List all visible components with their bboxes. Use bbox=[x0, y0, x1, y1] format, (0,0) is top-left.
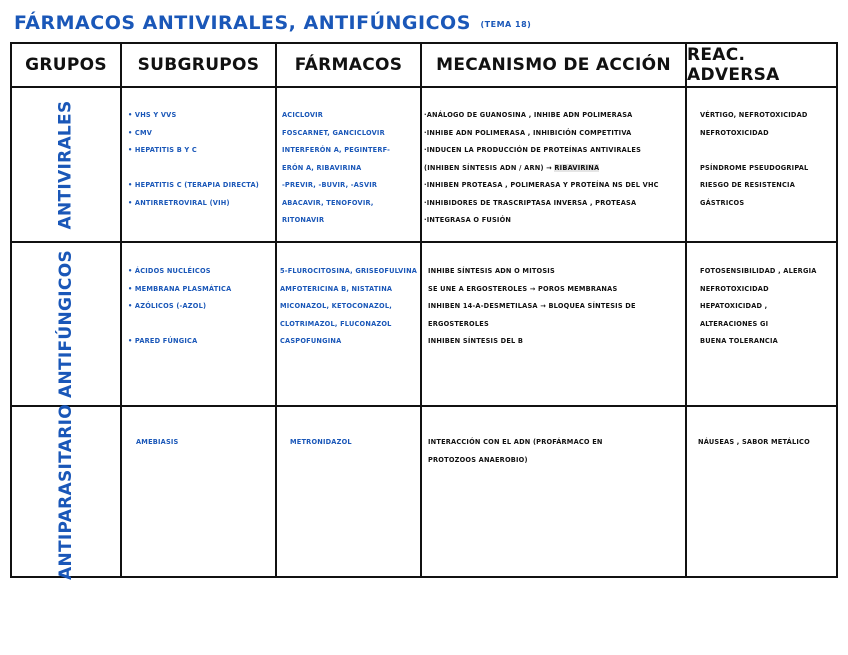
list-item: INTERFERÓN Α, PEGINTERF- bbox=[282, 146, 391, 154]
list-item: AMEBIASIS bbox=[136, 438, 179, 446]
adversa-antiparasitario bbox=[698, 434, 836, 452]
mecanismo-antivirales bbox=[424, 107, 684, 230]
title-tema: (TEMA 18) bbox=[480, 20, 532, 29]
list-item: • HEPATITIS C (TERAPIA DIRECTA) bbox=[128, 181, 259, 189]
highlight: RIBAVIRINA bbox=[554, 163, 600, 172]
column-divider bbox=[420, 44, 422, 576]
list-item: METRONIDAZOL bbox=[290, 438, 352, 446]
list-item: • MEMBRANA PLASMÁTICA bbox=[128, 284, 232, 293]
list-item: ERÓN Α, RIBAVIRINA bbox=[282, 163, 362, 172]
farmacos-antiparasitario bbox=[290, 434, 420, 452]
group-label-antifungicos: ANTIFÚNGICOS bbox=[56, 249, 77, 399]
list-item: • VHS Y VVS bbox=[128, 111, 177, 119]
page-title bbox=[14, 12, 531, 34]
title-main: FÁRMACOS ANTIVIRALES, ANTIFÚNGICOS bbox=[14, 12, 471, 34]
list-item bbox=[700, 142, 836, 160]
mecanismo-antiparasitario bbox=[428, 434, 684, 469]
list-item: BUENA TOLERANCIA bbox=[700, 337, 778, 345]
row-divider bbox=[12, 86, 836, 88]
list-item: • HEPATITIS B Y C bbox=[128, 146, 197, 154]
list-item: INHIBE SÍNTESIS ADN O MITOSIS bbox=[428, 267, 555, 275]
list-item: INHIBEN 14-Α-DESMETILASA → BLOQUEA SÍNTESIS DE bbox=[428, 302, 636, 310]
list-item: ABACAVIR, TENOFOVIR, bbox=[282, 198, 374, 207]
list-item: INHIBEN SÍNTESIS DEL Β bbox=[428, 337, 524, 345]
list-item: • PARED FÚNGICA bbox=[128, 337, 198, 345]
group-label-antivirales: ANTIVIRALES bbox=[56, 99, 76, 230]
list-item: PROTOZOOS ANAEROBIO) bbox=[428, 455, 528, 464]
list-item: INTERACCIÓN CON EL ADN (PROFÁRMACO EN bbox=[428, 438, 603, 446]
list-item: CLOTRIMAZOL, FLUCONAZOL bbox=[280, 319, 392, 328]
list-item: ·INDUCEN LA PRODUCCIÓN DE PROTEÍNAS ANTIVIRALES bbox=[424, 146, 642, 154]
list-item: GÁSTRICOS bbox=[700, 198, 745, 207]
list-item bbox=[128, 316, 278, 334]
adversa-antivirales bbox=[700, 107, 836, 212]
subgrupos-antiparasitario bbox=[136, 434, 276, 452]
list-item: -PREVIR, -BUVIR, -ASVIR bbox=[282, 181, 378, 189]
list-item: MICONAZOL, KETOCONAZOL, bbox=[280, 302, 392, 310]
list-item: HEPATOXICIDAD , bbox=[700, 302, 768, 310]
group-label-antiparasitario: ANTIPARASITARIO bbox=[56, 403, 77, 580]
list-item: RITONAVIR bbox=[282, 216, 325, 224]
list-item: VÉRTIGO, NEFROTOXICIDAD bbox=[700, 111, 808, 119]
header-farmacos: FÁRMACOS bbox=[294, 55, 403, 75]
list-item: FOSCARNET, GANCICLOVIR bbox=[282, 128, 385, 137]
list-item: ALTERACIONES GI bbox=[700, 319, 769, 328]
list-item: • AZÓLICOS (-AZOL) bbox=[128, 302, 207, 310]
list-item: ERGOSTEROLES bbox=[428, 319, 489, 328]
row-divider bbox=[12, 241, 836, 243]
list-item: ·ANÁLOGO DE GUANOSINA , INHIBE ADN POLIMERASA bbox=[424, 111, 633, 119]
drug-table bbox=[10, 42, 838, 578]
list-item: FOTOSENSIBILIDAD , ALERGIA bbox=[700, 267, 817, 275]
list-item: PSÍNDROME PSEUDOGRIPAL bbox=[700, 163, 809, 172]
list-item: ·INHIBEN PROTEASA , POLIMERASA Y PROTEÍNA NS DEL VHC bbox=[424, 181, 659, 189]
list-item: (INHIBEN SÍNTESIS ADN / ARN) → RIBAVIRINA bbox=[424, 163, 600, 172]
list-item: AMFOTERICINA B, NISTATINA bbox=[280, 284, 393, 293]
subgrupos-antifungicos bbox=[128, 263, 278, 351]
list-item: ·INHIBE ADN POLIMERASA , INHIBICIÓN COMPETITIVA bbox=[424, 128, 632, 137]
list-item: CASPOFUNGINA bbox=[280, 337, 342, 345]
list-item: • CMV bbox=[128, 128, 153, 137]
row-divider bbox=[12, 405, 836, 407]
list-item: NÁUSEAS , SABOR METÁLICO bbox=[698, 438, 810, 446]
list-item: SE UNE A ERGOSTEROLES → POROS MEMBRANAS bbox=[428, 284, 618, 293]
list-item: • ANTIRRETROVIRAL (VIH) bbox=[128, 198, 230, 207]
header-mecanismo: MECANISMO DE ACCIÓN bbox=[436, 55, 671, 75]
list-item: NEFROTOXICIDAD bbox=[700, 128, 769, 137]
header-reac-adversa: REAC. ADVERSA bbox=[687, 45, 780, 85]
list-item: • ÁCIDOS NUCLÉICOS bbox=[128, 267, 211, 275]
farmacos-antifungicos bbox=[280, 263, 420, 351]
list-item: 5-FLUROCITOSINA, GRISEOFULVINA bbox=[280, 267, 418, 275]
list-item bbox=[128, 160, 278, 178]
list-item: RIESGO DE RESISTENCIA bbox=[700, 181, 796, 189]
mecanismo-antifungicos bbox=[428, 263, 684, 351]
header-subgrupos: SUBGRUPOS bbox=[137, 55, 260, 75]
list-item: ACICLOVIR bbox=[282, 111, 324, 119]
farmacos-antivirales bbox=[282, 107, 420, 230]
list-item: NEFROTOXICIDAD bbox=[700, 284, 769, 293]
subgrupos-antivirales bbox=[128, 107, 278, 212]
column-divider bbox=[120, 44, 122, 576]
list-item: ·INTEGRASA O FUSIÓN bbox=[424, 216, 512, 224]
list-item: ·INHIBIDORES DE TRASCRIPTASA INVERSA , PROTEASA bbox=[424, 198, 637, 207]
header-grupos: GRUPOS bbox=[25, 55, 107, 75]
adversa-antifungicos bbox=[700, 263, 836, 351]
column-divider bbox=[685, 44, 687, 576]
